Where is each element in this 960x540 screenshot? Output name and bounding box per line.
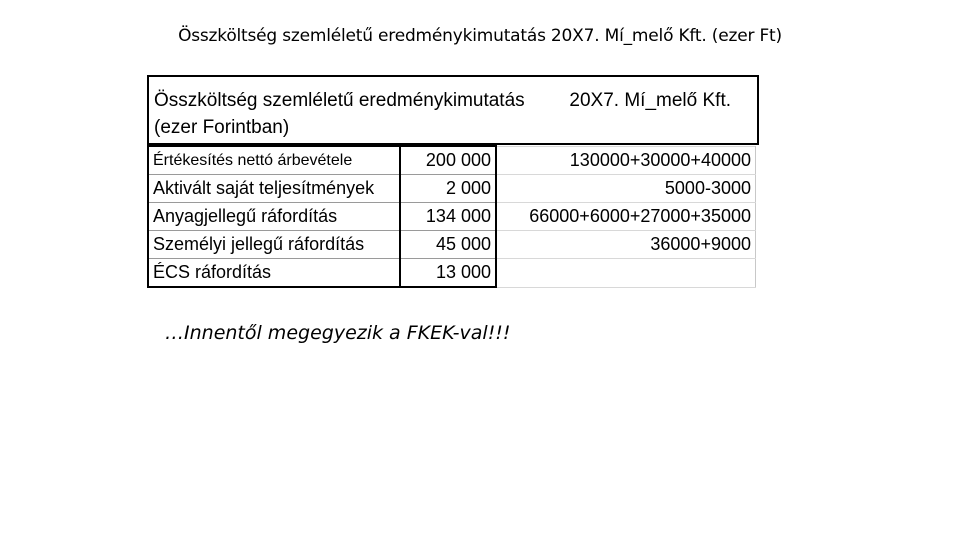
table-row [148, 146, 756, 175]
table-row [148, 175, 756, 203]
row-label: Anyagjellegű ráfordítás [148, 203, 400, 231]
row-value: 13 000 [400, 259, 496, 288]
income-statement-table [147, 75, 759, 286]
row-formula: 36000+9000 [496, 231, 756, 259]
row-value: 200 000 [400, 146, 496, 175]
row-label: Aktivált saját teljesítmények [148, 175, 400, 203]
row-formula: 5000-3000 [496, 175, 756, 203]
table-header-company: 20X7. Mí_melő Kft. [569, 90, 731, 111]
table-body [147, 145, 756, 288]
row-label: Személyi jellegű ráfordítás [148, 231, 400, 259]
page-title: Összköltség szemléletű eredménykimutatás 20X7. Mí_melő Kft. (ezer Ft) [178, 26, 782, 46]
row-formula: 66000+6000+27000+35000 [496, 203, 756, 231]
row-value: 134 000 [400, 203, 496, 231]
row-value: 2 000 [400, 175, 496, 203]
table-header-title-line1: Összköltség szemléletű eredménykimutatás [154, 90, 525, 111]
table-row [148, 259, 756, 288]
table-header-title-line2: (ezer Forintban) [154, 117, 290, 138]
table-header [147, 75, 759, 145]
table-row [148, 203, 756, 231]
row-formula [496, 259, 756, 288]
row-label: Értékesítés nettó árbevétele [148, 146, 400, 175]
closing-note: …Innentől megegyezik a FKEK-val!!! [165, 322, 511, 344]
row-value: 45 000 [400, 231, 496, 259]
row-formula: 130000+30000+40000 [496, 146, 756, 175]
row-label: ÉCS ráfordítás [148, 259, 400, 288]
table-header-title [154, 87, 525, 141]
table-row [148, 231, 756, 259]
